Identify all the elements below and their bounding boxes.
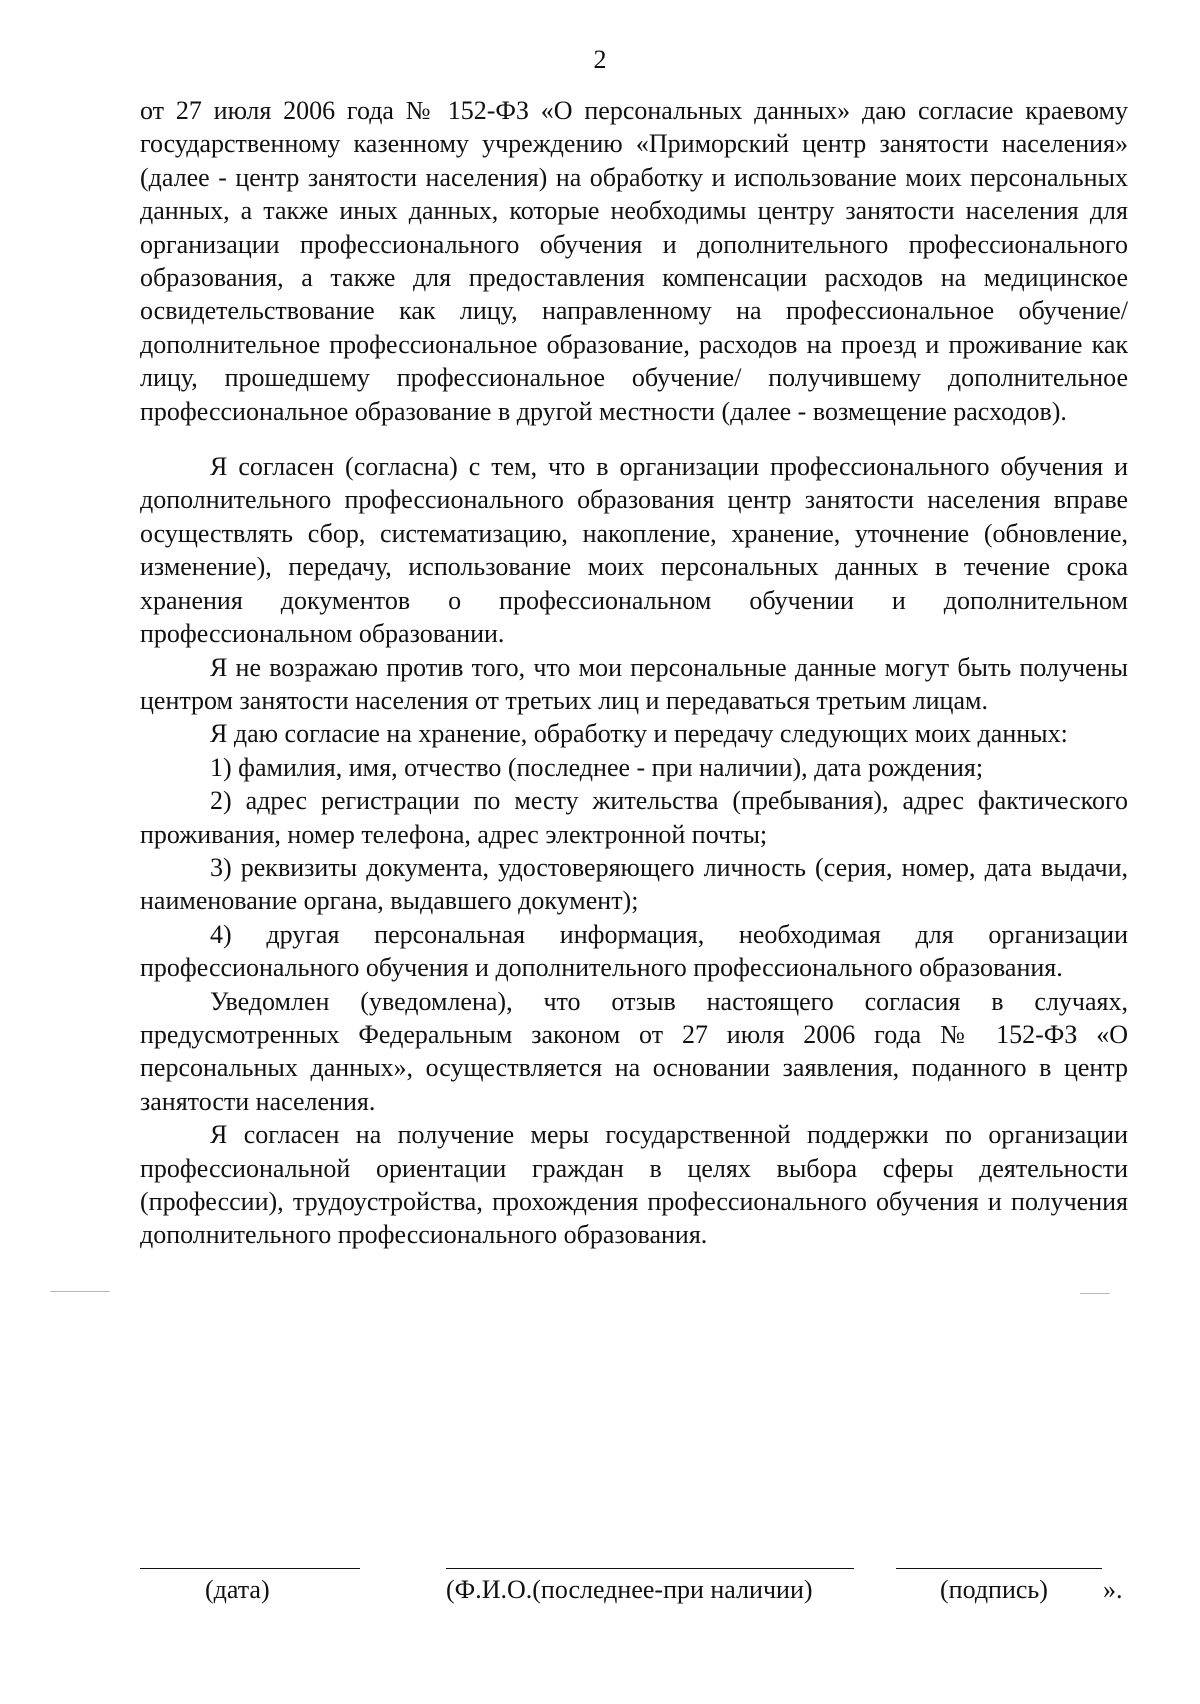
scan-artifact-line-left [50, 1291, 110, 1292]
date-label: (дата) [205, 1575, 270, 1604]
sign-label: (подпись) [940, 1575, 1048, 1604]
name-signature-line [446, 1568, 854, 1569]
consent-text [140, 94, 1128, 1252]
signature-block [0, 1556, 1200, 1616]
paragraph-revocation-notice: Уведомлен (уведомлена), что отзыв настоящего согласия в случаях, предусмотренных Федеральным законом от 27 июля 2006 года № 152-ФЗ «О персональных данных», осуществляется на основании заявления, поданного в центр занятости населения. [140, 986, 1128, 1116]
paragraph-third-parties: Я не возражаю против того, что мои персональные данные могут быть получены центром занятости населения от третьих лиц и передаваться третьим лицам. [140, 652, 1128, 715]
paragraph-agreement-processing: Я согласен (согласна) с тем, что в организации профессионального обучения и дополнительного профессионального образования центр занятости населения вправе осуществлять сбор, систематизацию, накопление, хранение, уточнение (обновление, изменение), передачу, использование моих персональных данных в течение срока хранения документов о профессиональном обучении и дополнительном профессиональном образовании. [140, 452, 1128, 649]
list-item-identity-document: 3) реквизиты документа, удостоверяющего личность (серия, номер, дата выдачи, наименование органа, выдавшего документ); [140, 852, 1128, 916]
paragraph-consent-intro: от 27 июля 2006 года № 152-ФЗ «О персональных данных» даю согласие краевому государственному казенному учреждению «Приморский центр занятости населения» (далее - центр занятости населения) на обработку и использование моих персональных данных, а также иных данных, которые необходимы центру занятости населения для организации профессионального обучения и дополнительного профессионального образования, а также для предоставления компенсации расходов на медицинское освидетельствование как лицу, направленному на профессиональное обучение/дополнительное профессиональное образование, расходов на проезд и проживание как лицу, прошедшему профессиональное обучение/ получившему дополнительное профессиональное образование в другой местности (далее - возмещение расходов). [140, 96, 1128, 426]
scan-artifact-line-right [1080, 1293, 1110, 1294]
list-item-other-info: 4) другая персональная информация, необходимая для организации профессионального обучения и дополнительного профессионального образования. [140, 919, 1128, 983]
list-item-full-name: 1) фамилия, имя, отчество (последнее - при наличии), дата рождения; [210, 752, 984, 782]
name-label: (Ф.И.О.(последнее-при наличии) [446, 1575, 813, 1604]
closing-quote-mark: ». [1103, 1575, 1123, 1604]
sign-signature-line [896, 1568, 1102, 1569]
page-number: 2 [593, 45, 607, 74]
list-item-address: 2) адрес регистрации по месту жительства (пребывания), адрес фактического проживания, номер телефона, адрес электронной почты; [140, 786, 1128, 849]
date-signature-line [140, 1568, 360, 1569]
paragraph-support-measures: Я согласен на получение меры государственной поддержки по организации профессиональной ориентации граждан в целях выбора сферы деятельности (профессии), трудоустройства, прохождения профессионального обучения и получения дополнительного профессионального образования. [140, 1120, 1128, 1250]
paragraph-data-list-intro: Я даю согласие на хранение, обработку и передачу следующих моих данных: [210, 719, 1068, 749]
